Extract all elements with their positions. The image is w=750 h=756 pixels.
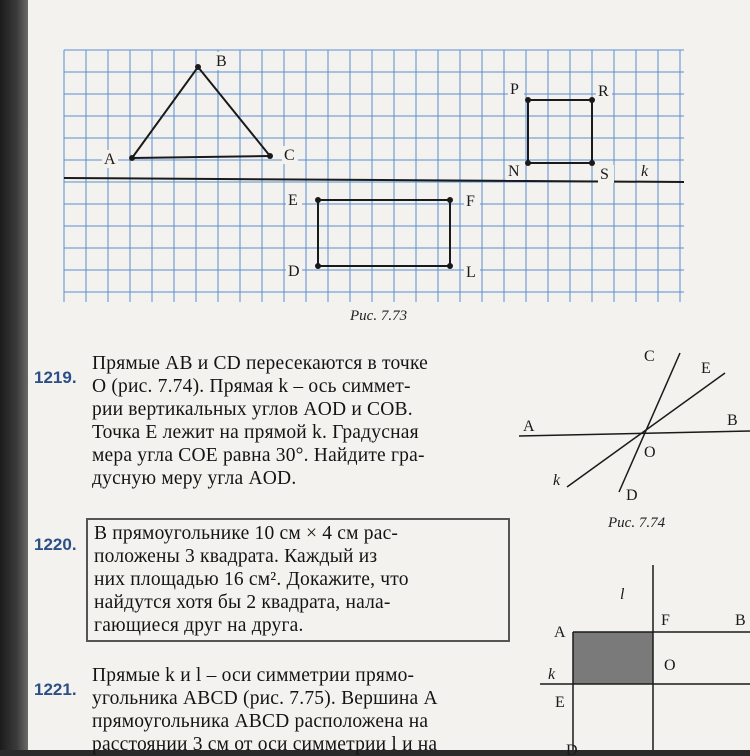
text-line: мера угла COE равна 30°. Найдите гра- <box>92 445 425 466</box>
axis-k-line <box>64 178 684 182</box>
label-c: C <box>284 147 295 164</box>
text-line: В прямоугольнике 10 см × 4 см рас- <box>94 523 399 544</box>
line-ab <box>519 431 750 436</box>
point-a <box>129 155 135 161</box>
text-line: них площадью 16 см². Докажите, что <box>94 569 409 590</box>
figure-7-73 <box>64 50 684 302</box>
label-r: R <box>598 83 609 100</box>
label-b: B <box>735 612 746 629</box>
point-d <box>315 263 321 269</box>
label-e: E <box>701 360 711 377</box>
text-line: найдутся хотя бы 2 квадрата, нала- <box>94 592 391 613</box>
line-cd <box>619 353 680 492</box>
text-line: угольника ABCD (рис. 7.75). Вершина A <box>92 688 438 709</box>
text-line: гающиеся друг на друга. <box>94 615 304 636</box>
point-c <box>267 153 273 159</box>
page-binding <box>0 0 28 750</box>
label-e: E <box>555 694 565 711</box>
label-a: A <box>104 151 116 168</box>
point-p <box>525 97 531 103</box>
problem-1220-number: 1220. <box>34 535 77 554</box>
label-p: P <box>510 81 519 98</box>
figure-7-74 <box>515 345 750 510</box>
line-k <box>567 373 725 487</box>
label-l: l <box>620 586 625 603</box>
figure-7-74-caption: Рис. 7.74 <box>608 515 666 531</box>
label-a: A <box>554 624 566 641</box>
point-l <box>447 263 453 269</box>
point-b <box>195 64 201 70</box>
problem-1219-text <box>92 352 517 490</box>
text-line: O (рис. 7.74). Прямая k – ось симмет- <box>92 376 411 397</box>
text-line: расстоянии 3 см от оси симметрии l и на <box>92 734 438 755</box>
text-line: Точка E лежит на прямой k. Градусная <box>92 422 419 443</box>
text-line: рии вертикальных углов AOD и COB. <box>92 399 413 420</box>
rectangle-prsn <box>528 100 592 163</box>
point-s <box>589 160 595 166</box>
rectangle-efld <box>318 200 450 266</box>
label-f: F <box>661 612 670 629</box>
text-line: положены 3 квадрата. Каждый из <box>94 546 378 567</box>
text-line: Прямые AB и CD пересекаются в точке <box>92 353 428 374</box>
triangle-abc <box>132 67 270 158</box>
label-n: N <box>508 163 520 180</box>
segment-ac <box>132 156 270 158</box>
label-f: F <box>466 193 475 210</box>
label-s: S <box>600 166 609 183</box>
problem-1219-number: 1219. <box>34 368 77 387</box>
point-e <box>315 197 321 203</box>
figure-7-73-svg <box>64 50 684 302</box>
point-n <box>525 160 531 166</box>
label-d: D <box>566 742 578 756</box>
label-b: B <box>727 412 738 429</box>
label-k: k <box>641 163 649 180</box>
point-r <box>589 97 595 103</box>
point-f <box>447 197 453 203</box>
text-line: Прямые k и l – оси симметрии прямо- <box>92 665 415 686</box>
problem-1221-text <box>92 664 532 756</box>
label-c: C <box>644 348 655 365</box>
shaded-square <box>573 632 653 684</box>
label-l: L <box>466 264 476 281</box>
label-o: O <box>664 657 676 674</box>
label-k: k <box>553 472 561 489</box>
problem-1221-number: 1221. <box>34 680 77 699</box>
figure-7-75 <box>540 565 750 756</box>
figure-7-73-caption: Рис. 7.73 <box>350 308 408 324</box>
label-k: k <box>548 666 556 683</box>
label-e: E <box>288 192 298 209</box>
label-a: A <box>523 418 535 435</box>
label-d: D <box>626 487 638 504</box>
problem-1220-text <box>94 522 504 637</box>
text-line: прямоугольника ABCD расположена на <box>92 711 429 732</box>
label-d: D <box>288 263 300 280</box>
text-line: дусную меру угла AOD. <box>92 468 297 489</box>
label-o: O <box>644 444 656 461</box>
label-b: B <box>216 53 227 70</box>
